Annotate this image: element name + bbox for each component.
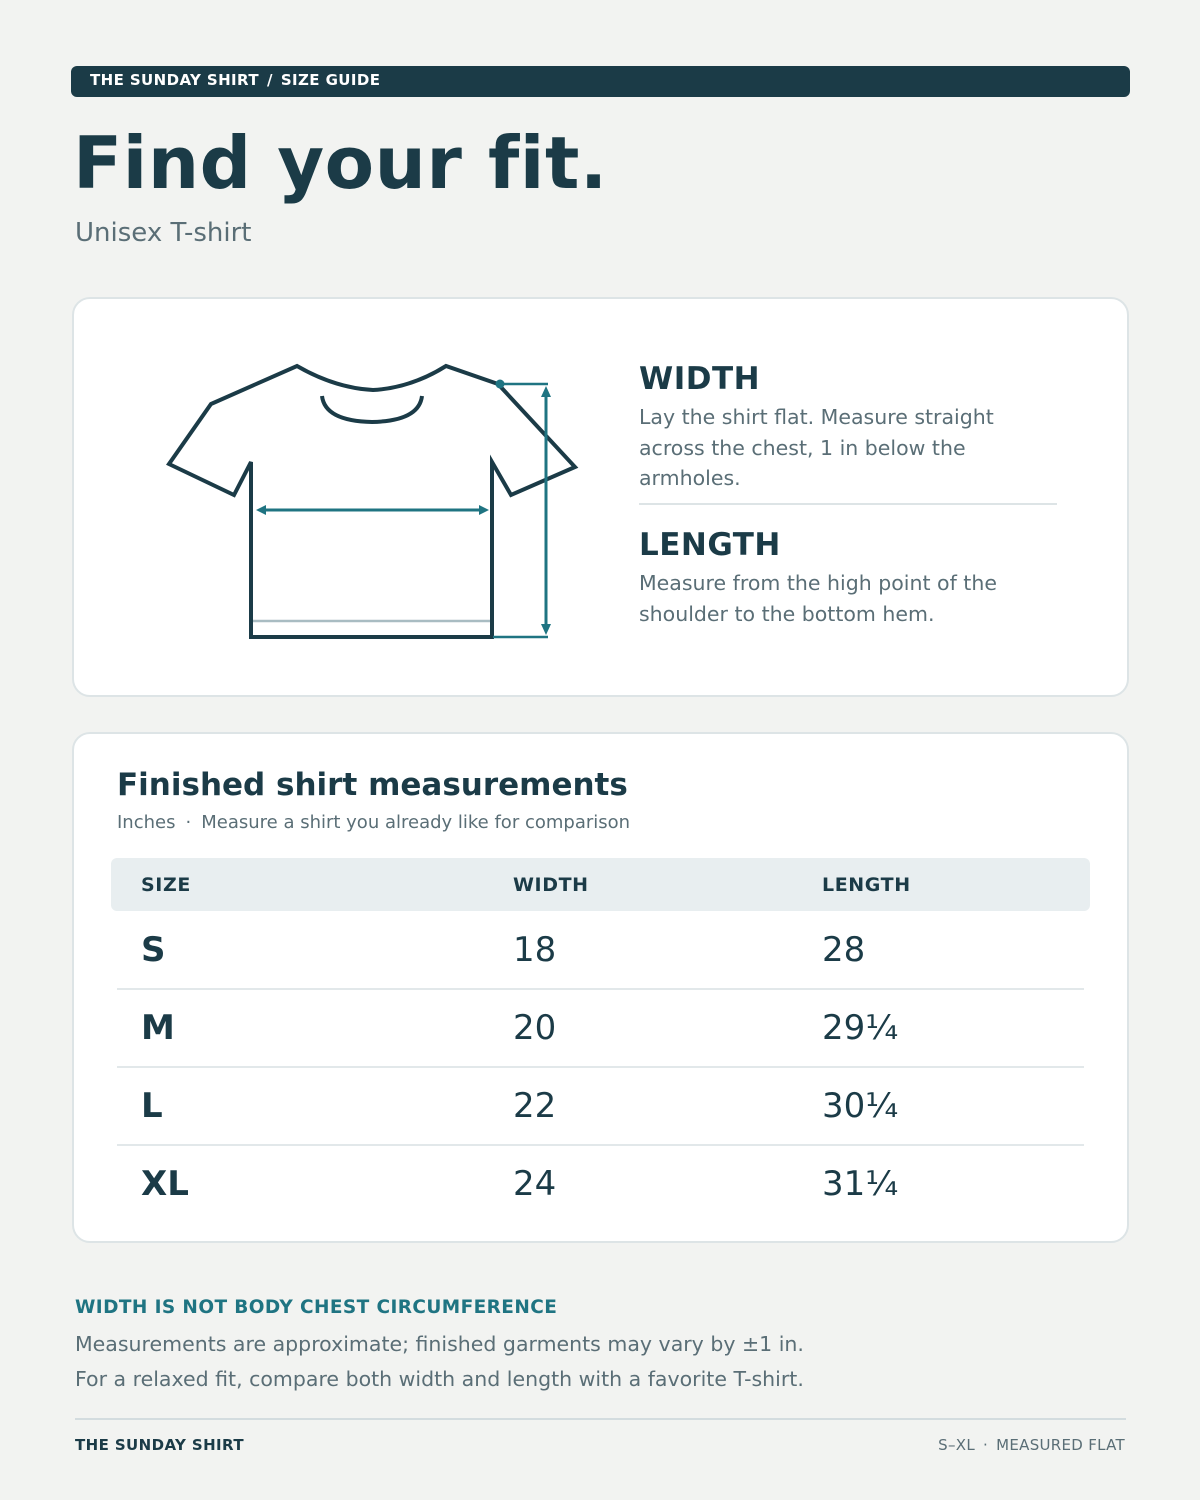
table-subtitle xyxy=(117,812,630,833)
notes-heading: WIDTH IS NOT BODY CHEST CIRCUMFERENCE xyxy=(75,1297,558,1318)
table-unit: Inches xyxy=(117,812,176,833)
width-heading: WIDTH xyxy=(639,361,761,397)
table-row xyxy=(117,912,1084,990)
length-cell: 30¼ xyxy=(822,1086,899,1126)
size-cell: M xyxy=(141,1008,175,1048)
tshirt-outline xyxy=(169,366,575,637)
width-instructions xyxy=(639,360,1059,494)
header-length: LENGTH xyxy=(822,874,911,896)
footer-range: S–XL xyxy=(938,1436,976,1454)
length-cell: 31¼ xyxy=(822,1164,899,1204)
size-cell: S xyxy=(141,930,166,970)
table-subtitle-separator: · xyxy=(185,812,192,833)
length-arrow-top xyxy=(541,386,551,397)
notes-line-1: Measurements are approximate; finished garments may vary by ±1 in. xyxy=(75,1332,804,1356)
length-cell: 29¼ xyxy=(822,1008,899,1048)
breadcrumb-brand: THE SUNDAY SHIRT xyxy=(90,71,259,89)
length-cell: 28 xyxy=(822,930,866,970)
page-title: Find your fit. xyxy=(73,121,608,205)
footer-brand: THE SUNDAY SHIRT xyxy=(75,1436,244,1454)
header-width: WIDTH xyxy=(513,874,589,896)
table-row xyxy=(117,1068,1084,1146)
footer-meta xyxy=(938,1436,1125,1454)
tshirt-diagram-icon xyxy=(160,355,590,650)
instructions-divider xyxy=(639,503,1057,505)
size-cell: L xyxy=(141,1086,163,1126)
width-cell: 22 xyxy=(513,1086,557,1126)
header-size: SIZE xyxy=(141,874,191,896)
length-arrow-bottom xyxy=(541,624,551,635)
breadcrumb-bar xyxy=(71,66,1130,97)
notes-line-2: For a relaxed fit, compare both width and length with a favorite T-shirt. xyxy=(75,1367,804,1391)
table-row xyxy=(117,990,1084,1068)
footer-separator: · xyxy=(983,1436,989,1454)
length-description: Measure from the high point of the shoulder to the bottom hem. xyxy=(639,571,997,626)
width-cell: 18 xyxy=(513,930,557,970)
breadcrumb-separator: / xyxy=(266,71,273,89)
footer-method: MEASURED FLAT xyxy=(996,1436,1125,1454)
table-note: Measure a shirt you already like for comparison xyxy=(201,812,631,833)
breadcrumb-section: SIZE GUIDE xyxy=(280,71,381,89)
table-title: Finished shirt measurements xyxy=(117,767,628,803)
length-instructions xyxy=(639,526,1059,629)
page-subtitle: Unisex T-shirt xyxy=(75,218,252,248)
width-description: Lay the shirt flat. Measure straight across the chest, 1 in below the armholes. xyxy=(639,405,994,490)
size-cell: XL xyxy=(141,1164,189,1204)
table-row xyxy=(117,1146,1084,1224)
width-cell: 24 xyxy=(513,1164,557,1204)
footer-divider xyxy=(75,1418,1126,1420)
length-heading: LENGTH xyxy=(639,527,781,563)
width-cell: 20 xyxy=(513,1008,557,1048)
table-header xyxy=(111,858,1090,911)
